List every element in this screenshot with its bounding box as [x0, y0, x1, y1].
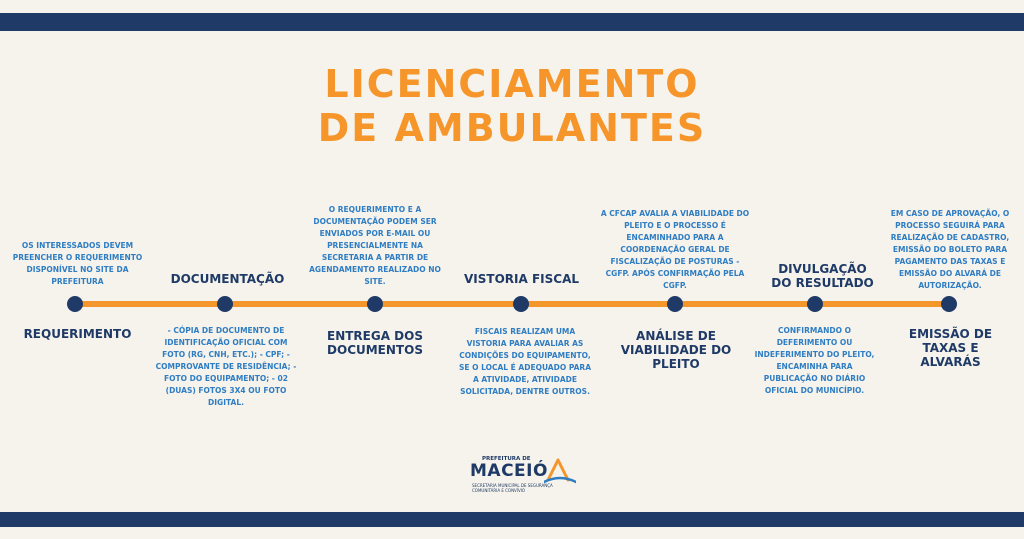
step-5-label: ANÁLISE DE VIABILIDADE DO PLEITO [620, 329, 732, 371]
bottom-band [0, 512, 1024, 527]
title-line-2: DE AMBULANTES [317, 106, 707, 150]
timeline-node-1 [67, 296, 83, 312]
step-1-label: REQUERIMENTO [23, 327, 132, 341]
step-6-description: CONFIRMANDO O DEFERIMENTO OU INDEFERIMENTO DO PLEITO, ENCAMINHA PARA PUBLICAÇÃO NO DIÁRIO OFICIAL DO MUNICÍPIO. [754, 326, 875, 395]
step-4-label: VISTORIA FISCAL [464, 272, 579, 286]
step-5-description: A CFCAP AVALIA A VIABILIDADE DO PLEITO E O PROCESSO É ENCAMINHADO PARA A COORDENAÇÃO GERAL DE FISCALIZAÇÃO DE POSTURAS - CGFP. APÓS CONFIRMAÇÃO PELA CGFP. [600, 209, 750, 290]
logo-sub-text: SECRETARIA MUNICIPAL DE SEGURANÇA COMUNITÁRIA E CONVÍVIO [472, 483, 553, 493]
timeline-node-2 [217, 296, 233, 312]
timeline-node-7 [941, 296, 957, 312]
logo-small-text: PREFEITURA DE [482, 456, 531, 462]
title-line-1: LICENCIAMENTO [324, 62, 700, 106]
step-6-label: DIVULGAÇÃO DO RESULTADO [771, 262, 874, 290]
step-4-description: FISCAIS REALIZAM UMA VISTORIA PARA AVALIAR AS CONDIÇÕES DO EQUIPAMENTO, SE O LOCAL É ADEQUADO PARA A ATIVIDADE, ATIVIDADE SOLICITADA, DENTRE OUTROS. [458, 327, 592, 396]
step-2-description: - CÓPIA DE DOCUMENTO DE IDENTIFICAÇÃO OFICIAL COM FOTO (RG, CNH, ETC.); - CPF; - COMPROVANTE DE RESIDÊNCIA; - FOTO DO EQUIPAMENTO; - 02 (DUAS) FOTOS 3X4 OU FOTO DIGITAL. [155, 326, 297, 407]
step-7-description: EM CASO DE APROVAÇÃO, O PROCESSO SEGUIRÁ PARA REALIZAÇÃO DE CADASTRO, EMISSÃO DO BOLETO PARA PAGAMENTO DAS TAXAS E EMISSÃO DO ALVARÁ DE AUTORIZAÇÃO. [890, 209, 1010, 290]
timeline-node-3 [367, 296, 383, 312]
step-1-description: OS INTERESSADOS DEVEM PREENCHER O REQUERIMENTO DISPONÍVEL NO SITE DA PREFEITURA [12, 241, 143, 286]
step-7-label: EMISSÃO DE TAXAS E ALVARÁS [908, 327, 993, 369]
step-3-description: O REQUERIMENTO E A DOCUMENTAÇÃO PODEM SER ENVIADOS POR E-MAIL OU PRESENCIALMENTE NA SECRETARIA A PARTIR DE AGENDAMENTO REALIZADO NO SITE. [309, 205, 441, 286]
page-title [0, 62, 1024, 150]
step-2-label: DOCUMENTAÇÃO [170, 272, 285, 286]
step-3-label: ENTREGA DOS DOCUMENTOS [327, 329, 423, 357]
maceio-logo [462, 452, 582, 502]
timeline-node-5 [667, 296, 683, 312]
logo-mark-icon [544, 456, 576, 486]
logo-main-text: MACEIÓ [470, 461, 548, 481]
top-band [0, 13, 1024, 31]
timeline-node-4 [513, 296, 529, 312]
timeline-node-6 [807, 296, 823, 312]
